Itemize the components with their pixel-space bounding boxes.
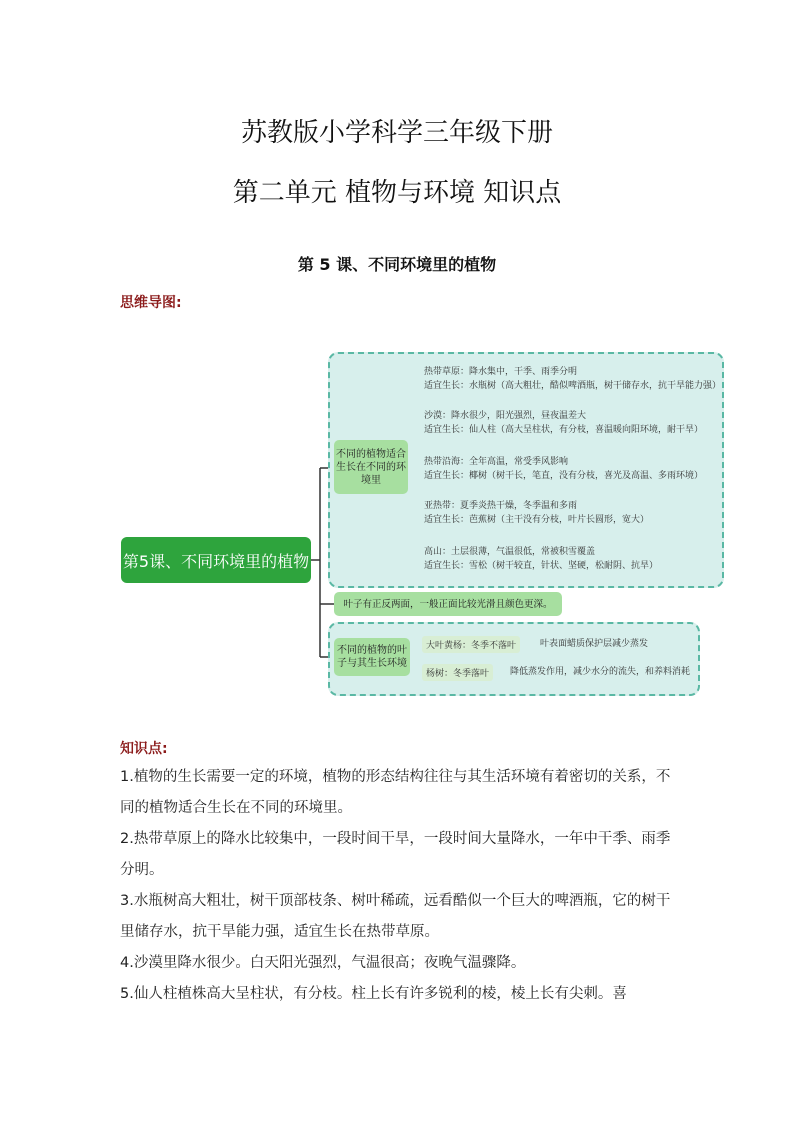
knowledge-label: 知识点: — [120, 741, 168, 757]
mindmap-item-mountain-plant: 适宜生长：雪松（树干较直，针状、坚硬，松耐阴、抗旱） — [424, 561, 659, 571]
mindmap-branch-leaf-environment: 不同的植物的叶子与其生长环境 — [334, 638, 410, 676]
mindmap-item-poplar-desc: 降低蒸发作用，减少水分的流失，和养料消耗 — [510, 667, 691, 677]
mindmap-item-savanna-plant: 适宜生长：水瓶树（高大粗壮，酷似啤酒瓶，树干储存水，抗干旱能力强） — [424, 381, 722, 391]
mindmap-item-boxwood: 大叶黄杨：冬季不落叶 — [422, 636, 520, 653]
knowledge-point-5: 5.仙人柱植株高大呈柱状，有分枝。柱上长有许多锐利的棱，棱上长有尖刺。喜 — [120, 986, 627, 1002]
document-title: 苏教版小学科学三年级下册 — [240, 118, 553, 148]
mindmap-item-mountain-env: 高山：土层很薄，气温很低，常被积雪覆盖 — [424, 547, 596, 557]
mindmap-item-savanna-env: 热带草原：降水集中，干季、雨季分明 — [424, 367, 578, 377]
mindmap-item-coast-env: 热带沿海：全年高温，常受季风影响 — [424, 457, 569, 467]
knowledge-point-3: 3.水瓶树高大粗壮，树干顶部枝条、树叶稀疏，远看酷似一个巨大的啤酒瓶，它的树干里储存水，抗干旱能力强，适宜生长在热带草原。 — [120, 893, 671, 940]
unit-title: 第二单元 植物与环境 知识点 — [232, 178, 562, 208]
mindmap-item-desert-plant: 适宜生长：仙人柱（高大呈柱状，有分枝，喜温暖向阳环境，耐干旱） — [424, 425, 704, 435]
mindmap-branch-leaf-sides: 叶子有正反两面，一般正面比较光滑且颜色更深。 — [334, 592, 562, 616]
knowledge-point-2: 2.热带草原上的降水比较集中，一段时间干旱，一段时间大量降水，一年中干季、雨季分明。 — [120, 831, 671, 878]
mindmap-item-subtropic-env: 亚热带：夏季炎热干燥，冬季温和多雨 — [424, 501, 578, 511]
knowledge-list — [120, 762, 680, 1010]
knowledge-point-4: 4.沙漠里降水很少。白天阳光强烈，气温很高；夜晚气温骤降。 — [120, 955, 526, 971]
knowledge-point-1: 1.植物的生长需要一定的环境，植物的形态结构往往与其生活环境有着密切的关系，不同的植物适合生长在不同的环境里。 — [120, 769, 671, 816]
mindmap-item-poplar: 杨树：冬季落叶 — [422, 664, 493, 681]
mindmap-item-boxwood-desc: 叶表面蜡质保护层减少蒸发 — [540, 639, 649, 649]
mindmap-root: 第5课、不同环境里的植物 — [121, 537, 311, 583]
mindmap-branch-environment: 不同的植物适合生长在不同的环境里 — [334, 440, 408, 494]
mindmap-item-subtropic-plant: 适宜生长：芭蕉树（主干没有分枝，叶片长圆形，宽大） — [424, 515, 650, 525]
mindmap-item-coast-plant: 适宜生长：椰树（树干长，笔直，没有分枝，喜光及高温、多雨环境） — [424, 471, 704, 481]
mindmap-item-desert-env: 沙漠：降水很少，阳光强烈，昼夜温差大 — [424, 411, 587, 421]
mindmap-label: 思维导图: — [120, 295, 182, 311]
lesson-title: 第 5 课、不同环境里的植物 — [297, 255, 497, 274]
